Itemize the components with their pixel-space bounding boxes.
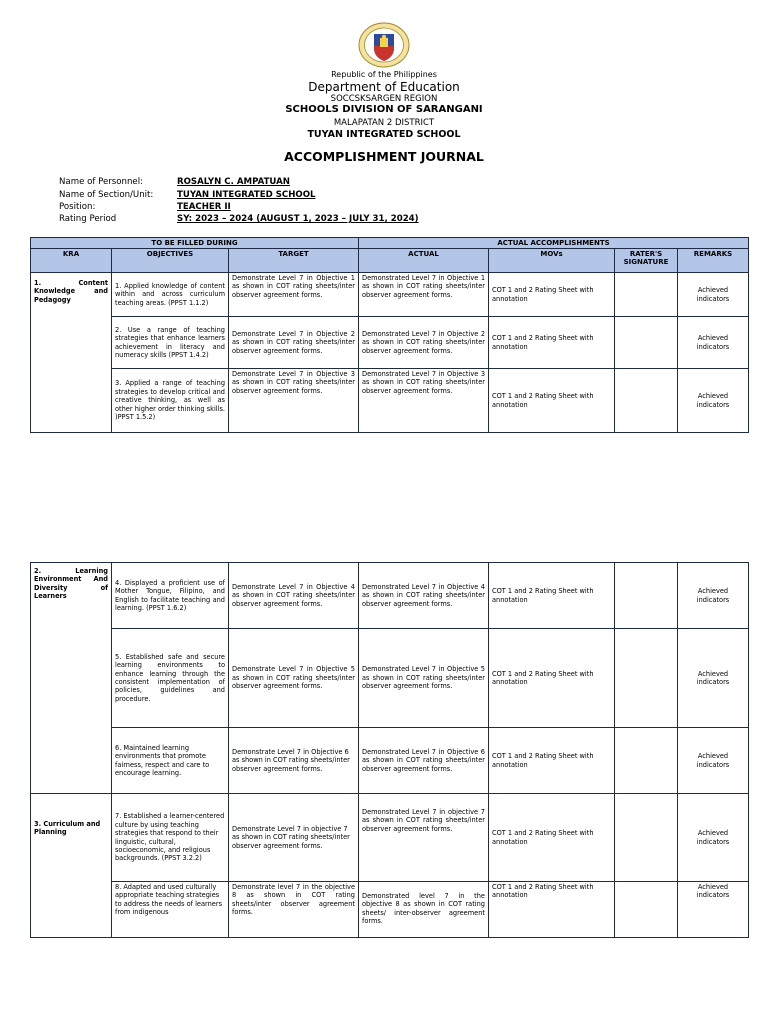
objective-cell: 3. Applied a range of teaching strategies to develop critical and creative thinking, as well as other higher order thinking skills. )PPST 1.5.2) (112, 369, 229, 433)
rater-signature-cell (615, 728, 678, 794)
remarks-cell: Achieved indicators (678, 728, 749, 794)
objective-cell: 2. Use a range of teaching strategies that enhance learners achievement in literacy and numeracy skills (PPST 1.4.2) (112, 317, 229, 369)
region-label: SOCCSKSARGEN REGION (330, 94, 438, 104)
kra-cell: 3. Curriculum and Planning (31, 794, 112, 938)
table-row (31, 369, 749, 433)
kra-cell: 1. Content Knowledge and Pedagogy (31, 273, 112, 433)
column-header-target: TARGET (229, 249, 359, 273)
target-cell: Demonstrate Level 7 in Objective 3 as shown in COT rating sheets/inter observer agreement forms. (229, 369, 359, 433)
target-cell: Demonstrate Level 7 in Objective 2 as shown in COT rating sheets/inter observer agreement forms. (229, 317, 359, 369)
objective-cell: 8. Adapted and used culturally appropriate teaching strategies to address the needs of learners from indigenous (112, 882, 229, 938)
kra-cell: 2. Learning Environment And Diversity of Learners (31, 563, 112, 794)
rater-signature-cell (615, 629, 678, 728)
target-cell: Demonstrate Level 7 in Objective 1 as shown in COT rating sheets/inter observer agreement forms. (229, 273, 359, 317)
remarks-cell: Achieved indicators (678, 882, 749, 938)
rater-signature-cell (615, 882, 678, 938)
actual-cell: Demonstrated Level 7 in Objective 4 as shown in COT rating sheets/inter observer agreement forms. (359, 563, 489, 629)
section-unit-label: Name of Section/Unit: (59, 190, 154, 200)
group-header-actual: ACTUAL ACCOMPLISHMENTS (359, 238, 749, 249)
actual-cell: Demonstrated Level 7 in Objective 2 as shown in COT rating sheets/inter observer agreement forms. (359, 317, 489, 369)
section-unit-value: TUYAN INTEGRATED SCHOOL (177, 190, 316, 200)
column-header-kra: KRA (31, 249, 112, 273)
rater-signature-cell (615, 273, 678, 317)
movs-cell: COT 1 and 2 Rating Sheet with annotation (489, 629, 615, 728)
column-header-movs: MOVs (489, 249, 615, 273)
division-label: SCHOOLS DIVISION OF SARANGANI (285, 104, 483, 115)
actual-cell: Demonstrated Level 7 in Objective 5 as shown in COT rating sheets/inter observer agreement forms. (359, 629, 489, 728)
target-cell: Demonstrate Level 7 in Objective 4 as shown in COT rating sheets/inter observer agreement forms. (229, 563, 359, 629)
table-row (31, 563, 749, 629)
school-label: TUYAN INTEGRATED SCHOOL (307, 129, 461, 140)
objective-cell: 5. Established safe and secure learning environments to enhance learning through the consistent implementation of policies, guidelines and procedure. (112, 629, 229, 728)
journal-table-part-1 (30, 237, 749, 433)
journal-table-part-2 (30, 562, 749, 938)
table-row (31, 317, 749, 369)
column-header-remarks: REMARKS (678, 249, 749, 273)
movs-cell: COT 1 and 2 Rating Sheet with annotation (489, 369, 615, 433)
actual-cell: Demonstrated level 7 in the objective 8 as shown in COT rating sheets/ inter-observer agreement forms. (359, 882, 489, 938)
remarks-cell: Achieved indicators (678, 794, 749, 882)
table-row (31, 728, 749, 794)
objective-cell: 4. Displayed a proficient use of Mother Tongue, Filipino, and English to facilitate teaching and learning. (PPST 1.6.2) (112, 563, 229, 629)
personnel-name-label: Name of Personnel: (59, 177, 143, 187)
table-row (31, 273, 749, 317)
objective-cell: 6. Maintained learning environments that promote fairness, respect and care to encourage learning. (112, 728, 229, 794)
column-header-rater-signature: RATER'S SIGNATURE (615, 249, 678, 273)
actual-cell: Demonstrated Level 7 in Objective 6 as shown in COT rating sheets/inter observer agreement forms. (359, 728, 489, 794)
position-value: TEACHER II (177, 202, 231, 212)
column-header-objectives: OBJECTIVES (112, 249, 229, 273)
actual-cell: Demonstrated Level 7 in Objective 1 as shown in COT rating sheets/inter observer agreement forms. (359, 273, 489, 317)
remarks-cell: Achieved indicators (678, 563, 749, 629)
movs-cell: COT 1 and 2 Rating Sheet with annotation (489, 882, 615, 938)
deped-seal-logo (357, 22, 411, 68)
column-header-actual: ACTUAL (359, 249, 489, 273)
rater-signature-cell (615, 563, 678, 629)
table-row (31, 882, 749, 938)
rater-signature-cell (615, 369, 678, 433)
movs-cell: COT 1 and 2 Rating Sheet with annotation (489, 794, 615, 882)
department-label: Department of Education (308, 80, 460, 94)
target-cell: Demonstrate Level 7 in Objective 5 as shown in COT rating sheets/inter observer agreement forms. (229, 629, 359, 728)
document-title: ACCOMPLISHMENT JOURNAL (284, 149, 484, 164)
district-label: MALAPATAN 2 DISTRICT (333, 118, 435, 128)
movs-cell: COT 1 and 2 Rating Sheet with annotation (489, 563, 615, 629)
remarks-cell: Achieved indicators (678, 369, 749, 433)
objective-cell: 7. Established a learner-centered culture by using teaching strategies that respond to their linguistic, cultural, socioeconomic, and religious backgrounds. (PPST 3.2.2) (112, 794, 229, 882)
rating-period-value: SY: 2023 – 2024 (AUGUST 1, 2023 – JULY 31, 2024) (177, 214, 419, 224)
actual-cell: Demonstrated Level 7 in objective 7 as shown in COT rating sheets/inter observer agreement forms. (359, 794, 489, 882)
remarks-cell: Achieved indicators (678, 629, 749, 728)
position-label: Position: (59, 202, 96, 212)
republic-label: Republic of the Philippines (331, 70, 437, 79)
actual-cell: Demonstrated Level 7 in Objective 3 as shown in COT rating sheets/inter observer agreement forms. (359, 369, 489, 433)
rating-period-label: Rating Period (59, 214, 117, 224)
objective-cell: 1. Applied knowledge of content within and across curriculum teaching areas. (PPST 1.1.2) (112, 273, 229, 317)
rater-signature-cell (615, 794, 678, 882)
movs-cell: COT 1 and 2 Rating Sheet with annotation (489, 273, 615, 317)
target-cell: Demonstrate level 7 in the objective 8 as shown in COT rating sheets/inter observer agreement forms. (229, 882, 359, 938)
remarks-cell: Achieved indicators (678, 273, 749, 317)
group-header-planning: TO BE FILLED DURING (31, 238, 359, 249)
personnel-name-value: ROSALYN C. AMPATUAN (177, 177, 290, 187)
target-cell: Demonstrate Level 7 in objective 7 as shown in COT rating sheets/inter observer agreement forms. (229, 794, 359, 882)
movs-cell: COT 1 and 2 Rating Sheet with annotation (489, 728, 615, 794)
target-cell: Demonstrate Level 7 in Objective 6 as shown in COT rating sheets/inter observer agreement forms. (229, 728, 359, 794)
remarks-cell: Achieved indicators (678, 317, 749, 369)
movs-cell: COT 1 and 2 Rating Sheet with annotation (489, 317, 615, 369)
table-row (31, 629, 749, 728)
table-row (31, 794, 749, 882)
rater-signature-cell (615, 317, 678, 369)
